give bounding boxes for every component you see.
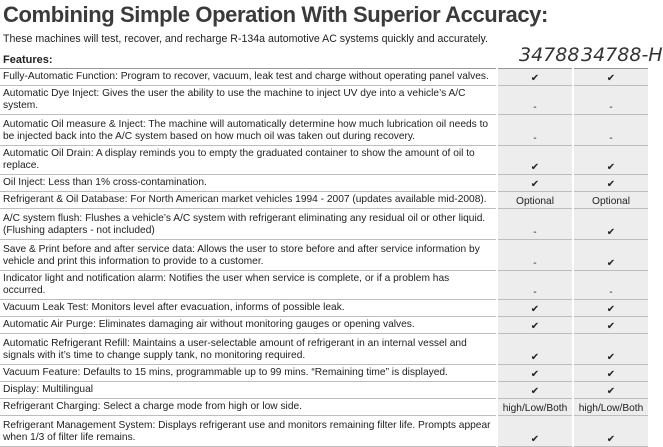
feature-description: Automatic Oil measure & Inject: The machine will automatically determine how much lubrication oil needs to be injected back into the A/C system based on how much oil was taken out during recovery. [0, 115, 497, 146]
model-34788-feature-value: Optional [497, 192, 573, 209]
page-subtitle: These machines will test, recover, and recharge R-134a automotive AC systems quickly and accurately. [3, 33, 488, 45]
table-row [0, 399, 648, 416]
feature-description: A/C system flush: Flushes a vehicle’s A/C system with refrigerant eliminating any residual oil or other liquid. (Flushing adapters - not included) [0, 209, 497, 240]
table-row [0, 209, 648, 240]
table-row [0, 271, 648, 300]
model-34788-not-available-mark: - [497, 271, 573, 300]
feature-description: Automatic Air Purge: Eliminates damaging air without monitoring gauges or opening valves. [0, 317, 497, 334]
model-34788-checkmark-icon: ✔ [497, 300, 573, 317]
model-34788-h-feature-value: Optional [573, 192, 648, 209]
table-row [0, 146, 648, 175]
model-34788-h-not-available-mark: - [573, 271, 648, 300]
model-34788: 34788 [519, 44, 580, 66]
feature-description: Display: Multilingual [0, 382, 497, 399]
feature-rows [0, 69, 648, 447]
table-row [0, 300, 648, 317]
feature-description: Indicator light and notification alarm: Notifies the user when service is complete, or if a problem has occurred. [0, 271, 497, 300]
table-row [0, 317, 648, 334]
feature-description: Vacuum Feature: Defaults to 15 mins, programmable up to 99 mins. “Remaining time” is displayed. [0, 365, 497, 382]
table-row [0, 69, 648, 86]
model-34788-not-available-mark: - [497, 115, 573, 146]
model-34788-h-checkmark-icon: ✔ [573, 317, 648, 334]
table-header-row [0, 51, 648, 69]
model-34788-checkmark-icon: ✔ [497, 317, 573, 334]
features-header: Features: [0, 51, 497, 69]
feature-description: Refrigerant Management System: Displays refrigerant use and monitors remaining filter life. Prompts appear when 1/3 of filter life remains. [0, 416, 497, 447]
feature-description: Automatic Oil Drain: A display reminds you to empty the graduated container to show the amount of oil to replace. [0, 146, 497, 175]
model-34788-h-checkmark-icon: ✔ [573, 209, 648, 240]
model-34788-checkmark-icon: ✔ [497, 146, 573, 175]
model-34788-not-available-mark: - [497, 86, 573, 115]
feature-description: Refrigerant Charging: Select a charge mode from high or low side. [0, 399, 497, 416]
feature-description: Vacuum Leak Test: Monitors level after evacuation, informs of possible leak. [0, 300, 497, 317]
feature-description: Refrigerant & Oil Database: For North American market vehicles 1994 - 2007 (updates available mid-2008). [0, 192, 497, 209]
feature-description: Fully-Automatic Function: Program to recover, vacuum, leak test and charge without operating panel valves. [0, 69, 497, 86]
table-row [0, 334, 648, 365]
feature-description: Automatic Dye Inject: Gives the user the ability to use the machine to inject UV dye into a vehicle’s A/C system. [0, 86, 497, 115]
model-34788-h-checkmark-icon: ✔ [573, 416, 648, 447]
model-34788-h-checkmark-icon: ✔ [573, 334, 648, 365]
model-34788-h-feature-value: high/Low/Both [573, 399, 648, 416]
table-row [0, 240, 648, 271]
table-row [0, 192, 648, 209]
model-34788-h-checkmark-icon: ✔ [573, 146, 648, 175]
model-34788-checkmark-icon: ✔ [497, 334, 573, 365]
feature-description: Save & Print before and after service data: Allows the user to store before and after service information by vehicle and print this information to provide to a customer. [0, 240, 497, 271]
model-34788-h-checkmark-icon: ✔ [573, 300, 648, 317]
table-row [0, 416, 648, 447]
model-34788-h-checkmark-icon: ✔ [573, 365, 648, 382]
model-34788-checkmark-icon: ✔ [497, 382, 573, 399]
model-34788-h-checkmark-icon: ✔ [573, 175, 648, 192]
table-row [0, 365, 648, 382]
model-34788-checkmark-icon: ✔ [497, 365, 573, 382]
feature-description: Automatic Refrigerant Refill: Maintains a user-selectable amount of refrigerant in an internal vessel and signals with it’s time to change supply tank, no monitoring required. [0, 334, 497, 365]
model-34788-not-available-mark: - [497, 240, 573, 271]
model-34788-h-checkmark-icon: ✔ [573, 382, 648, 399]
model-34788-checkmark-icon: ✔ [497, 175, 573, 192]
model-34788-h-checkmark-icon: ✔ [573, 240, 648, 271]
table-row [0, 175, 648, 192]
table-row [0, 382, 648, 399]
model-34788-h-not-available-mark: - [573, 115, 648, 146]
table-row [0, 86, 648, 115]
table-row [0, 115, 648, 146]
model-34788-h-not-available-mark: - [573, 86, 648, 115]
model-34788-checkmark-icon: ✔ [497, 69, 573, 86]
model-34788-h-checkmark-icon: ✔ [573, 69, 648, 86]
model-34788-h: 34788-H [581, 44, 663, 66]
model-34788-checkmark-icon: ✔ [497, 416, 573, 447]
page-title: Combining Simple Operation With Superior Accuracy: [3, 2, 548, 27]
feature-description: Oil Inject: Less than 1% cross-contamination. [0, 175, 497, 192]
model-34788-not-available-mark: - [497, 209, 573, 240]
feature-table [0, 51, 648, 447]
model-34788-feature-value: high/Low/Both [497, 399, 573, 416]
